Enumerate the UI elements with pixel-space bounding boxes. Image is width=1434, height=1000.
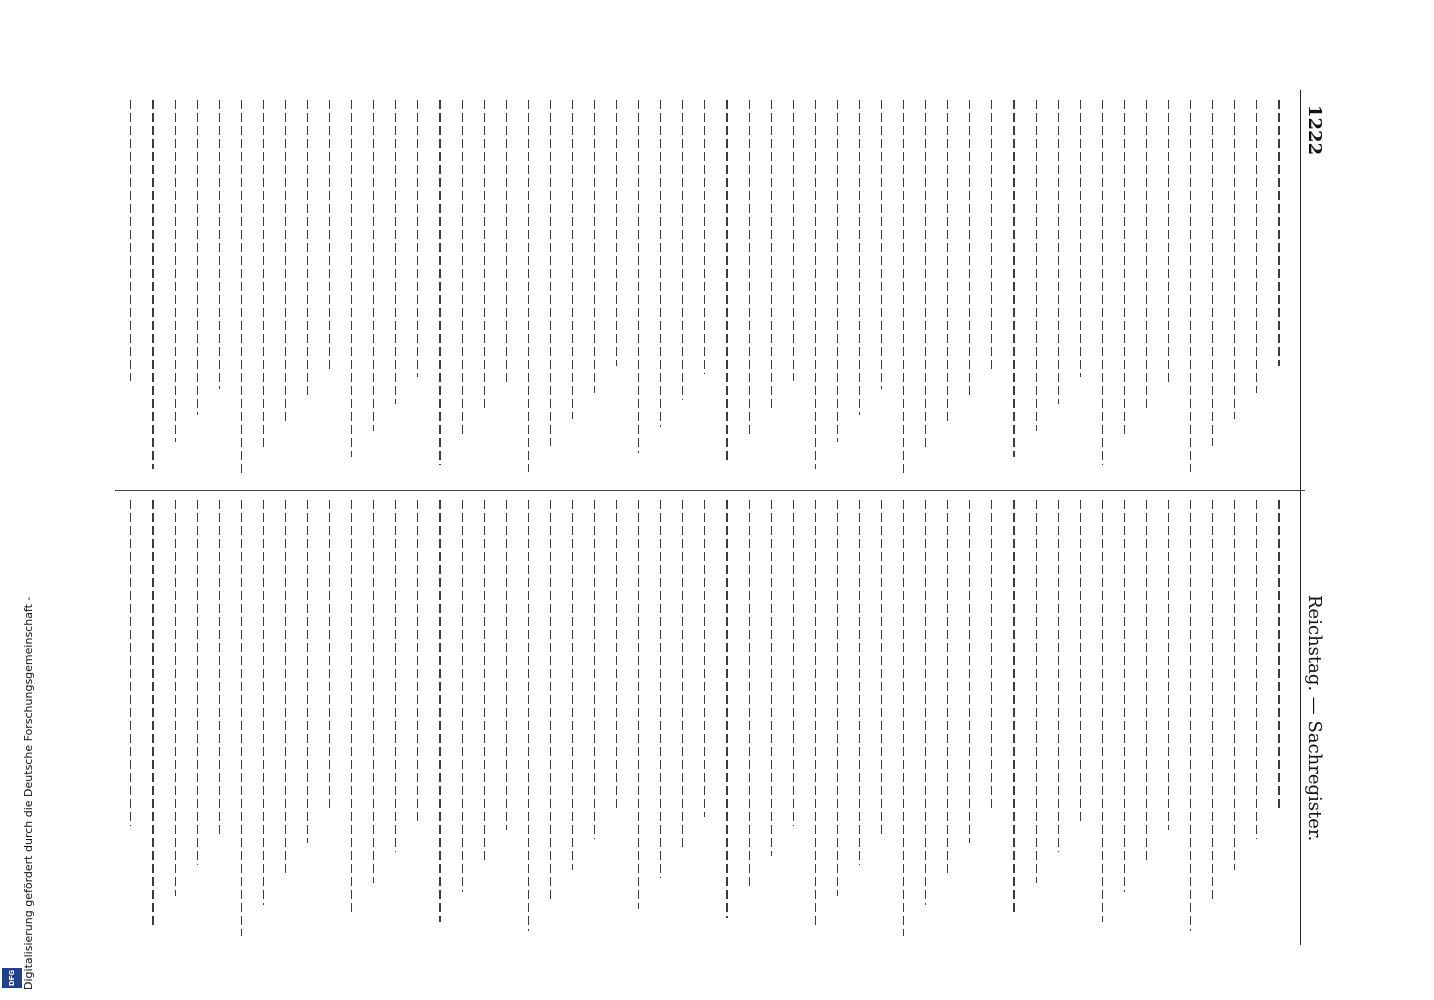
text-line (1168, 100, 1169, 385)
text-line (439, 100, 440, 465)
right-column-text (120, 500, 1290, 940)
text-line (373, 500, 374, 883)
text-line (506, 500, 507, 830)
text-line (285, 500, 286, 874)
digitization-credit: Digitalisierung gefördert durch die Deutsche Forschungsgemeinschaft - (22, 596, 35, 990)
text-line (351, 500, 352, 914)
running-head: Reichstag. — Sachregister. (1304, 595, 1325, 842)
column-divider (115, 490, 1305, 491)
text-line (417, 100, 418, 377)
text-line (1058, 500, 1059, 852)
text-line (726, 100, 727, 461)
text-line (307, 100, 308, 396)
text-line (1146, 100, 1147, 412)
text-line (837, 100, 838, 442)
text-line (439, 500, 440, 922)
text-line (130, 100, 131, 381)
text-line (925, 100, 926, 450)
text-line (660, 500, 661, 878)
text-line (704, 100, 705, 374)
text-line (638, 100, 639, 453)
text-line (837, 500, 838, 896)
text-line (241, 500, 242, 936)
text-line (881, 100, 882, 389)
text-line (395, 500, 396, 852)
text-line (1256, 100, 1257, 393)
text-line (1058, 100, 1059, 404)
text-line (528, 500, 529, 931)
text-line (1278, 500, 1279, 808)
text-line (1036, 100, 1037, 431)
text-line (1212, 100, 1213, 446)
text-line (771, 100, 772, 408)
text-line (815, 500, 816, 927)
text-line (947, 100, 948, 423)
text-line (307, 500, 308, 843)
text-line (197, 100, 198, 415)
text-line (815, 100, 816, 469)
text-line (682, 100, 683, 400)
text-line (152, 100, 153, 469)
text-line (285, 100, 286, 423)
text-line (991, 500, 992, 812)
text-line (1102, 500, 1103, 922)
text-line (682, 500, 683, 848)
text-line (594, 500, 595, 839)
dfg-logo-icon: DFG (2, 968, 22, 988)
text-line (484, 100, 485, 412)
header-rule (1300, 90, 1301, 945)
text-line (1168, 500, 1169, 830)
text-line (660, 100, 661, 427)
text-line (793, 100, 794, 381)
text-line (771, 500, 772, 856)
page-number: 1222 (1304, 105, 1325, 156)
text-line (1013, 500, 1014, 914)
text-line (175, 500, 176, 896)
text-line (616, 500, 617, 808)
text-line (1234, 500, 1235, 870)
text-line (925, 500, 926, 905)
text-line (462, 500, 463, 892)
text-line (506, 100, 507, 385)
text-line (594, 100, 595, 393)
text-line (749, 500, 750, 887)
text-line (175, 100, 176, 442)
text-line (417, 500, 418, 821)
text-line (528, 100, 529, 472)
text-line (991, 100, 992, 370)
text-line (1278, 100, 1279, 366)
text-line (1190, 100, 1191, 472)
text-line (1080, 500, 1081, 821)
text-line (1124, 500, 1125, 892)
text-line (793, 500, 794, 826)
text-line (903, 500, 904, 936)
text-line (969, 100, 970, 396)
text-line (395, 100, 396, 404)
text-line (263, 500, 264, 905)
text-line (749, 100, 750, 434)
text-line (1102, 100, 1103, 465)
text-line (859, 100, 860, 415)
text-line (152, 500, 153, 927)
text-line (903, 100, 904, 476)
text-line (263, 100, 264, 450)
text-line (726, 500, 727, 918)
text-line (1124, 100, 1125, 438)
text-line (1212, 500, 1213, 900)
text-line (1190, 500, 1191, 931)
text-line (351, 100, 352, 457)
text-line (373, 100, 374, 431)
text-line (550, 500, 551, 900)
text-line (329, 500, 330, 812)
text-line (947, 500, 948, 874)
text-line (241, 100, 242, 476)
text-line (197, 500, 198, 865)
left-column-text (120, 100, 1290, 480)
text-line (859, 500, 860, 865)
text-line (1256, 500, 1257, 839)
text-line (704, 500, 705, 817)
text-line (881, 500, 882, 834)
text-line (484, 500, 485, 861)
text-line (219, 500, 220, 834)
text-line (1234, 100, 1235, 419)
text-line (572, 500, 573, 870)
text-line (572, 100, 573, 419)
text-line (462, 100, 463, 438)
text-line (550, 100, 551, 446)
text-line (329, 100, 330, 370)
text-line (616, 100, 617, 366)
text-line (638, 500, 639, 909)
text-line (1146, 500, 1147, 861)
text-line (1080, 100, 1081, 377)
text-line (219, 100, 220, 389)
text-line (969, 500, 970, 843)
text-line (1013, 100, 1014, 457)
text-line (130, 500, 131, 826)
text-line (1036, 500, 1037, 883)
